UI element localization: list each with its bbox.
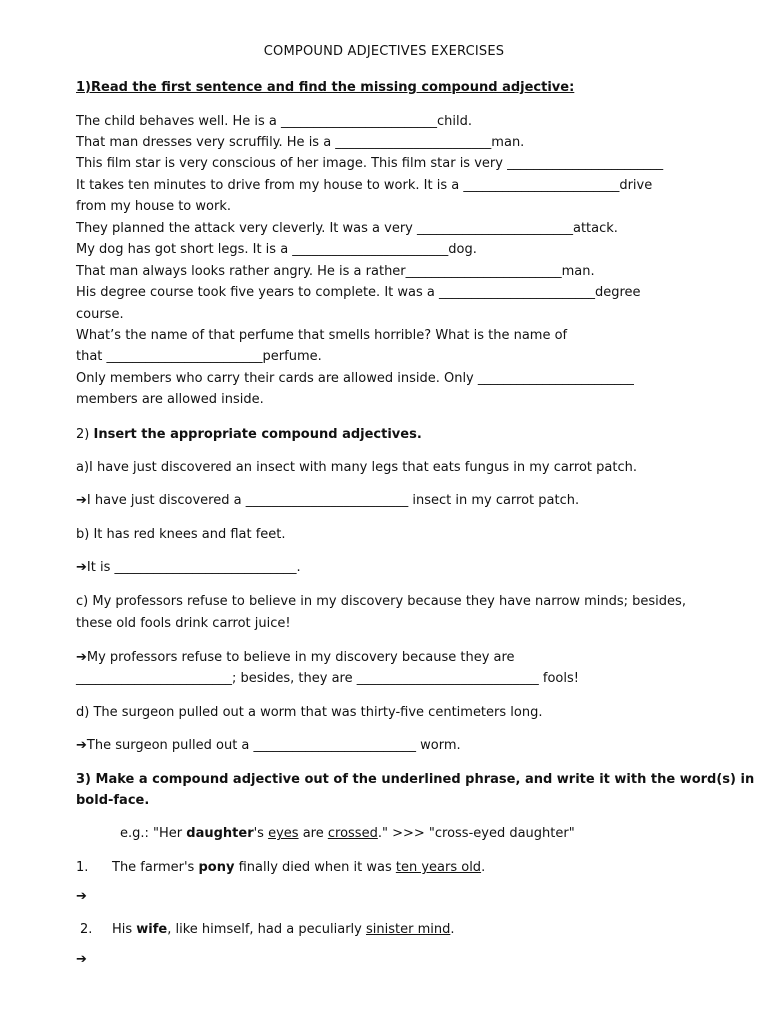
s2-c-answer-1: ➔My professors refuse to believe in my discovery because they are [76,650,515,665]
s3-q1-end: . [481,860,486,875]
s3-question-1 [76,860,485,875]
example-line [120,826,575,841]
s2-c-answer-2: ________________________; besides, they are ____________________________ fools! [76,671,579,686]
example-suffix: ." >>> "cross-eyed daughter" [377,826,575,841]
s2-a-question: a)I have just discovered an insect with many legs that eats fungus in my carrot patch. [76,460,637,475]
s1-line-2: That man dresses very scruffily. He is a ________________________man. [76,135,525,150]
example-mid-2: are [298,826,328,841]
s1-line-12: that ________________________perfume. [76,349,322,364]
s3-q2-number: 2. [80,922,93,937]
s1-line-1: The child behaves well. He is a ________________________child. [76,114,472,129]
s2-b-answer: ➔It is ____________________________. [76,560,301,575]
section2-heading [76,427,422,442]
s1-line-3: This film star is very conscious of her image. This film star is very ________________________ [76,156,664,171]
section2-title: Insert the appropriate compound adjectives. [93,427,422,442]
s1-line-13: Only members who carry their cards are allowed inside. Only ________________________ [76,371,634,386]
example-underlined-2: crossed [327,826,378,841]
s2-d-question: d) The surgeon pulled out a worm that was thirty-five centimeters long. [76,705,543,720]
s1-line-7: My dog has got short legs. It is a ________________________dog. [76,242,477,257]
s2-a-answer: ➔I have just discovered a _________________________ insect in my carrot patch. [76,493,580,508]
section1-heading: 1)Read the first sentence and find the missing compound adjective: [76,80,575,95]
s2-d-answer: ➔The surgeon pulled out a _________________________ worm. [76,738,461,753]
example-underlined-1: eyes [268,826,299,841]
s3-question-2 [80,922,454,937]
s1-line-9: His degree course took five years to complete. It was a ________________________degree [76,285,641,300]
page-title: COMPOUND ADJECTIVES EXERCISES [263,44,505,59]
section3-heading-1: 3) Make a compound adjective out of the underlined phrase, and write it with the word(s) in [76,772,755,787]
s1-line-4: It takes ten minutes to drive from my house to work. It is a ________________________drive [76,178,653,193]
s1-line-10: course. [76,307,124,322]
s1-line-8: That man always looks rather angry. He is a rather________________________man. [76,264,595,279]
s2-c-question-1: c) My professors refuse to believe in my discovery because they have narrow minds; besides, [76,594,686,609]
s2-c-question-2: these old fools drink carrot juice! [76,616,291,631]
s3-q2-mid: , like himself, had a peculiarly [167,922,366,937]
example-mid-1: 's [253,826,269,841]
s1-line-14: members are allowed inside. [76,392,264,407]
s3-q2-bold: wife [136,922,168,937]
s3-answer-arrow-2: ➔ [76,952,87,967]
s1-line-5: from my house to work. [76,199,231,214]
s3-answer-arrow-1: ➔ [76,889,87,904]
s3-q2-end: . [450,922,455,937]
s3-q1-pre: The farmer's [112,860,199,875]
example-prefix: e.g.: "Her [120,826,187,841]
s1-line-6: They planned the attack very cleverly. It was a very ________________________attack. [76,221,618,236]
section2-number: 2) [76,427,90,442]
s3-q1-bold: pony [198,860,235,875]
example-bold-word: daughter [186,826,254,841]
s3-q1-underlined: ten years old [395,860,482,875]
s1-line-11: What’s the name of that perfume that smells horrible? What is the name of [76,328,568,343]
section3-heading-2: bold-face. [76,793,150,808]
s2-b-question: b) It has red knees and flat feet. [76,527,286,542]
s3-q1-mid: finally died when it was [234,860,396,875]
s3-q1-number: 1. [76,860,89,875]
s3-q2-underlined: sinister mind [365,922,451,937]
s3-q2-pre: His [112,922,137,937]
